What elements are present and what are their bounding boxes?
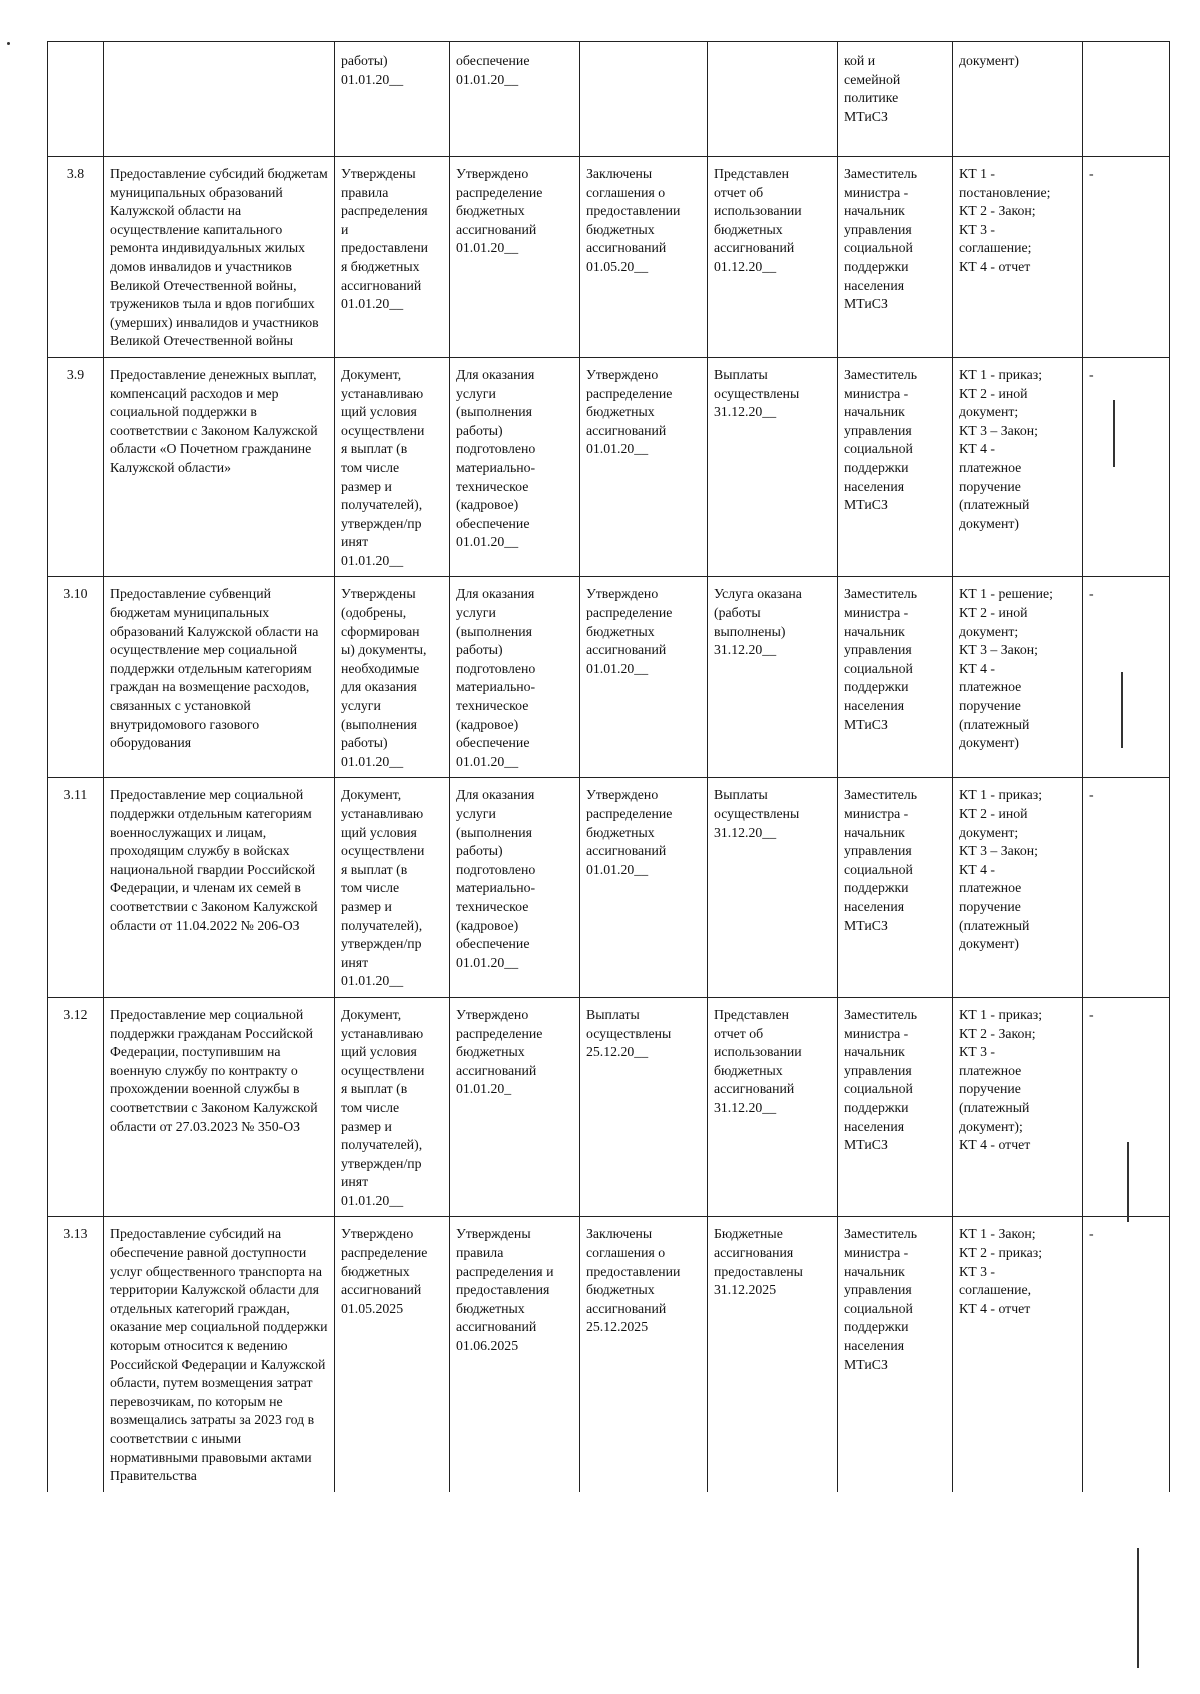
note: - [1089, 586, 1094, 602]
control-point-2-cell [450, 577, 580, 778]
row-number-cell [48, 577, 104, 778]
responsible-person-cell [838, 42, 953, 157]
confirming-documents: КТ 1 - Закон; КТ 2 - приказ; КТ 3 - соглашение, КТ 4 - отчет [959, 1226, 1043, 1316]
responsible-person: Заместитель министра - начальник управления социальной поддержки населения МТиСЗ [844, 166, 918, 312]
control-point-2: Утверждены правила распределения и предоставления бюджетных ассигнований 01.06.2025 [456, 1226, 554, 1354]
row-number-cell [48, 778, 104, 998]
table-row [48, 997, 1170, 1217]
note-cell [1083, 997, 1170, 1217]
control-point-2: обеспечение 01.01.20__ [456, 53, 530, 87]
scan-mark [1137, 1548, 1139, 1668]
measure-title-cell [104, 357, 335, 577]
control-point-1: работы) 01.01.20__ [341, 53, 404, 87]
row-number: 3.13 [63, 1226, 88, 1242]
control-point-2: Для оказания услуги (выполнения работы) подготовлено материально- техническое (кадровое) обеспечение 01.01.20__ [456, 787, 536, 970]
responsible-person: Заместитель министра - начальник управления социальной поддержки населения МТиСЗ [844, 787, 918, 933]
table-row [48, 577, 1170, 778]
responsible-person-cell [838, 778, 953, 998]
measure-title: Предоставление субсидий на обеспечение равной доступности услуг общественного транспорта на территории Калужской области для отдельных категорий граждан, оказание мер социальной поддержки которым относится к ведению Российской Федерации и Калужской области, путем возмещения затрат перевозчикам, по которым не возмещались затраты за 2023 год в соответствии с иными нормативными правовыми актами Правительства [110, 1226, 328, 1484]
control-point-4-cell [708, 157, 838, 358]
control-point-4: Представлен отчет об использовании бюджетных ассигнований 31.12.20__ [714, 1006, 802, 1115]
control-point-2-cell [450, 42, 580, 157]
measure-title: Предоставление мер социальной поддержки отдельным категориям военнослужащих и лицам, проходящим службу в войсках национальной гвардии Российской Федерации, и членам их семей в соответствии с Законом Калужской области от 11.04.2022 № 206-ОЗ [110, 787, 318, 933]
control-point-2: Для оказания услуги (выполнения работы) подготовлено материально- техническое (кадровое) обеспечение 01.01.20__ [456, 586, 536, 769]
control-point-1: Утверждены правила распределения и предоставлени я бюджетных ассигнований 01.01.20__ [341, 166, 429, 312]
row-number-cell [48, 357, 104, 577]
control-point-3-cell [580, 42, 708, 157]
measure-title: Предоставление субвенций бюджетам муниципальных образований Калужской области на осуществление мер социальной поддержки отдельным категориям граждан на возмещение расходов, связанных с установкой внутридомового газового оборудования [110, 586, 319, 751]
note-cell [1083, 1217, 1170, 1492]
confirming-documents: КТ 1 - приказ; КТ 2 - Закон; КТ 3 - платежное поручение (платежный документ); КТ 4 - отчет [959, 1006, 1043, 1153]
responsible-person-cell [838, 577, 953, 778]
control-point-2: Утверждено распределение бюджетных ассигнований 01.01.20_ [456, 1006, 543, 1097]
note-cell [1083, 157, 1170, 358]
measure-title: Предоставление мер социальной поддержки гражданам Российской Федерации, поступившим на военную службу по контракту о прохождении военной службы в соответствии с Законом Калужской области от 27.03.2023 № 350-ОЗ [110, 1006, 318, 1134]
scan-mark [1113, 400, 1115, 467]
control-point-1-cell [335, 357, 450, 577]
measure-title-cell [104, 997, 335, 1217]
row-number-cell [48, 42, 104, 157]
control-point-4: Выплаты осуществлены 31.12.20__ [714, 787, 800, 840]
row-number: 3.8 [66, 166, 85, 181]
control-point-3-cell [580, 1217, 708, 1492]
row-number-cell [48, 157, 104, 358]
row-number: 3.11 [63, 787, 88, 803]
measure-title-cell [104, 577, 335, 778]
control-point-2-cell [450, 157, 580, 358]
confirming-documents: КТ 1 - приказ; КТ 2 - иной документ; КТ 3 – Закон; КТ 4 - платежное поручение (платежный документ) [959, 787, 1043, 952]
row-number: 3.10 [63, 586, 88, 602]
note: - [1089, 1226, 1094, 1242]
control-point-1-cell [335, 42, 450, 157]
note-cell [1083, 577, 1170, 778]
measure-title-cell [104, 778, 335, 998]
control-point-2-cell [450, 1217, 580, 1492]
note: - [1089, 366, 1094, 382]
confirming-documents: КТ 1 - постановление; КТ 2 - Закон; КТ 3 - соглашение; КТ 4 - отчет [959, 166, 1051, 274]
note-cell [1083, 42, 1170, 157]
responsible-person-cell [838, 997, 953, 1217]
control-point-1-cell [335, 577, 450, 778]
responsible-person-cell [838, 157, 953, 358]
measure-title: Предоставление субсидий бюджетам муниципальных образований Калужской области на осуществление капитального ремонта индивидуальных жилых домов инвалидов и участников Великой Отечественной войны, тружеников тыла и вдов погибших (умерших) инвалидов и участников Великой Отечественной войны [110, 166, 328, 349]
row-number: 3.9 [66, 366, 85, 382]
confirming-documents-cell [953, 778, 1083, 998]
responsible-person-cell [838, 357, 953, 577]
control-point-1: Документ, устанавливаю щий условия осуществлени я выплат (в том числе размер и получателей), утвержден/пр инят 01.01.20__ [341, 366, 425, 568]
confirming-documents: КТ 1 - приказ; КТ 2 - иной документ; КТ 3 – Закон; КТ 4 - платежное поручение (платежный документ) [959, 366, 1043, 531]
control-point-1-cell [335, 778, 450, 998]
control-point-3: Заключены соглашения о предоставлении бюджетных ассигнований 01.05.20__ [586, 166, 681, 274]
control-point-4-cell [708, 778, 838, 998]
control-point-1: Документ, устанавливаю щий условия осуществлени я выплат (в том числе размер и получателей), утвержден/пр инят 01.01.20__ [341, 787, 425, 989]
table-row [48, 157, 1170, 358]
table-row [48, 778, 1170, 998]
control-point-4-cell [708, 1217, 838, 1492]
plan-table [47, 41, 1170, 1492]
confirming-documents-cell [953, 577, 1083, 778]
confirming-documents-cell [953, 1217, 1083, 1492]
row-number-cell [48, 997, 104, 1217]
table-body [48, 42, 1170, 1492]
row-number-cell [48, 1217, 104, 1492]
control-point-4-cell [708, 42, 838, 157]
confirming-documents-cell [953, 997, 1083, 1217]
control-point-2: Утверждено распределение бюджетных ассигнований 01.01.20__ [456, 166, 543, 256]
control-point-3: Выплаты осуществлены 25.12.20__ [586, 1006, 672, 1060]
table-row [48, 42, 1170, 157]
control-point-3-cell [580, 577, 708, 778]
control-point-3: Утверждено распределение бюджетных ассигнований 01.01.20__ [586, 366, 673, 457]
control-point-3: Заключены соглашения о предоставлении бюджетных ассигнований 25.12.2025 [586, 1226, 681, 1335]
row-number: 3.12 [63, 1006, 88, 1022]
confirming-documents-cell [953, 357, 1083, 577]
note: - [1089, 1006, 1094, 1022]
control-point-1-cell [335, 157, 450, 358]
confirming-documents: КТ 1 - решение; КТ 2 - иной документ; КТ 3 – Закон; КТ 4 - платежное поручение (платежный документ) [959, 586, 1053, 751]
control-point-2: Для оказания услуги (выполнения работы) подготовлено материально- техническое (кадровое) обеспечение 01.01.20__ [456, 366, 536, 550]
control-point-1: Утверждено распределение бюджетных ассигнований 01.05.2025 [341, 1226, 428, 1316]
measure-title: Предоставление денежных выплат, компенсаций расходов и мер социальной поддержки в соответствии с Законом Калужской области «О Почетном гражданине Калужской области» [110, 366, 318, 475]
control-point-4-cell [708, 357, 838, 577]
measure-title-cell [104, 1217, 335, 1492]
control-point-4: Бюджетные ассигнования предоставлены 31.12.2025 [714, 1226, 803, 1298]
scan-mark [1121, 672, 1123, 748]
responsible-person: Заместитель министра - начальник управления социальной поддержки населения МТиСЗ [844, 1226, 918, 1372]
control-point-1-cell [335, 997, 450, 1217]
control-point-1: Утверждены (одобрены, сформирован ы) документы, необходимые для оказания услуги (выполнения работы) 01.01.20__ [341, 586, 427, 769]
note: - [1089, 166, 1094, 181]
control-point-3: Утверждено распределение бюджетных ассигнований 01.01.20__ [586, 787, 673, 877]
responsible-person: Заместитель министра - начальник управления социальной поддержки населения МТиСЗ [844, 1006, 918, 1153]
scan-dot [7, 42, 10, 45]
control-point-3-cell [580, 997, 708, 1217]
control-point-2-cell [450, 997, 580, 1217]
control-point-3-cell [580, 357, 708, 577]
responsible-person: кой и семейной политике МТиСЗ [844, 53, 901, 124]
measure-title-cell [104, 157, 335, 358]
control-point-2-cell [450, 778, 580, 998]
control-point-4-cell [708, 997, 838, 1217]
control-point-1-cell [335, 1217, 450, 1492]
control-point-4: Выплаты осуществлены 31.12.20__ [714, 366, 800, 420]
table-row [48, 357, 1170, 577]
responsible-person: Заместитель министра - начальник управления социальной поддержки населения МТиСЗ [844, 366, 918, 513]
table-row [48, 1217, 1170, 1492]
note-cell [1083, 778, 1170, 998]
control-point-4: Представлен отчет об использовании бюджетных ассигнований 01.12.20__ [714, 166, 802, 274]
note: - [1089, 787, 1094, 803]
note-cell [1083, 357, 1170, 577]
control-point-4-cell [708, 577, 838, 778]
confirming-documents-cell [953, 157, 1083, 358]
control-point-4: Услуга оказана (работы выполнены) 31.12.20__ [714, 586, 802, 658]
confirming-documents: документ) [959, 53, 1020, 68]
control-point-1: Документ, устанавливаю щий условия осуществлени я выплат (в том числе размер и получателей), утвержден/пр инят 01.01.20__ [341, 1006, 425, 1208]
confirming-documents-cell [953, 42, 1083, 157]
scan-mark [1127, 1142, 1129, 1222]
measure-title-cell [104, 42, 335, 157]
control-point-3-cell [580, 778, 708, 998]
control-point-2-cell [450, 357, 580, 577]
control-point-3-cell [580, 157, 708, 358]
responsible-person: Заместитель министра - начальник управления социальной поддержки населения МТиСЗ [844, 586, 918, 732]
control-point-3: Утверждено распределение бюджетных ассигнований 01.01.20__ [586, 586, 673, 676]
responsible-person-cell [838, 1217, 953, 1492]
